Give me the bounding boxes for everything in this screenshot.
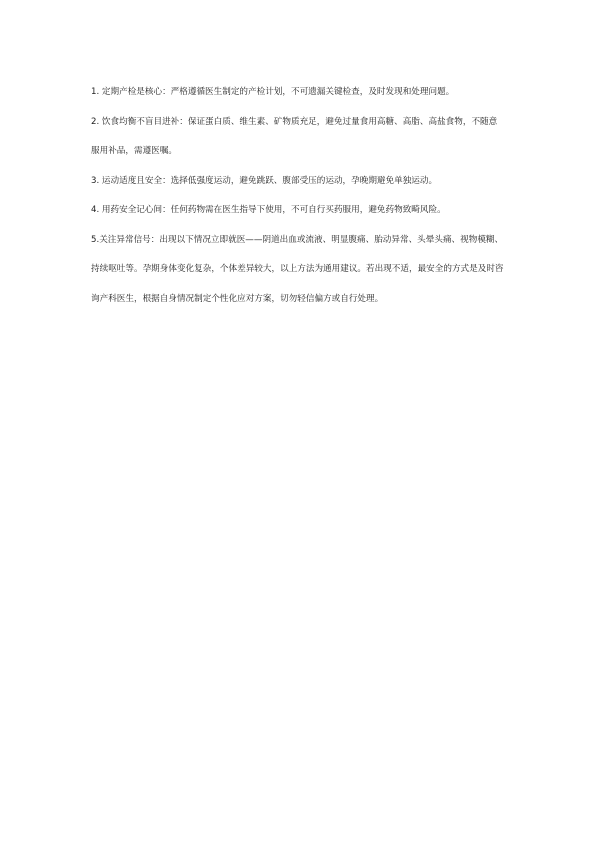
tip-paragraph-3: 3. 运动适度且安全：选择低强度运动，避免跳跃、腹部受压的运动，孕晚期避免单独运动。 — [91, 175, 438, 186]
tip-paragraph-4: 4. 用药安全记心间：任何药物需在医生指导下使用，不可自行买药服用，避免药物致畸风险。 — [91, 205, 446, 215]
document-body — [91, 78, 505, 314]
tip-paragraph-5: 5.关注异常信号：出现以下情况立即就医——阴道出血或流液、明显腹痛、胎动异常、头晕头痛、视物模糊、持续呕吐等。孕期身体变化复杂，个体差异较大，以上方法为通用建议。若出现不适，最安全的方式是及时咨询产科医生，根据自身情况制定个性化应对方案，切勿轻信偏方或自行处理。 — [91, 234, 504, 304]
tip-paragraph-1: 1. 定期产检是核心：严格遵循医生制定的产检计划，不可遗漏关键检查，及时发现和处理问题。 — [91, 87, 455, 97]
tip-paragraph-2: 2. 饮食均衡不盲目进补：保证蛋白质、维生素、矿物质充足，避免过量食用高糖、高脂、高盐食物，不随意服用补品，需遵医嘱。 — [91, 116, 498, 156]
